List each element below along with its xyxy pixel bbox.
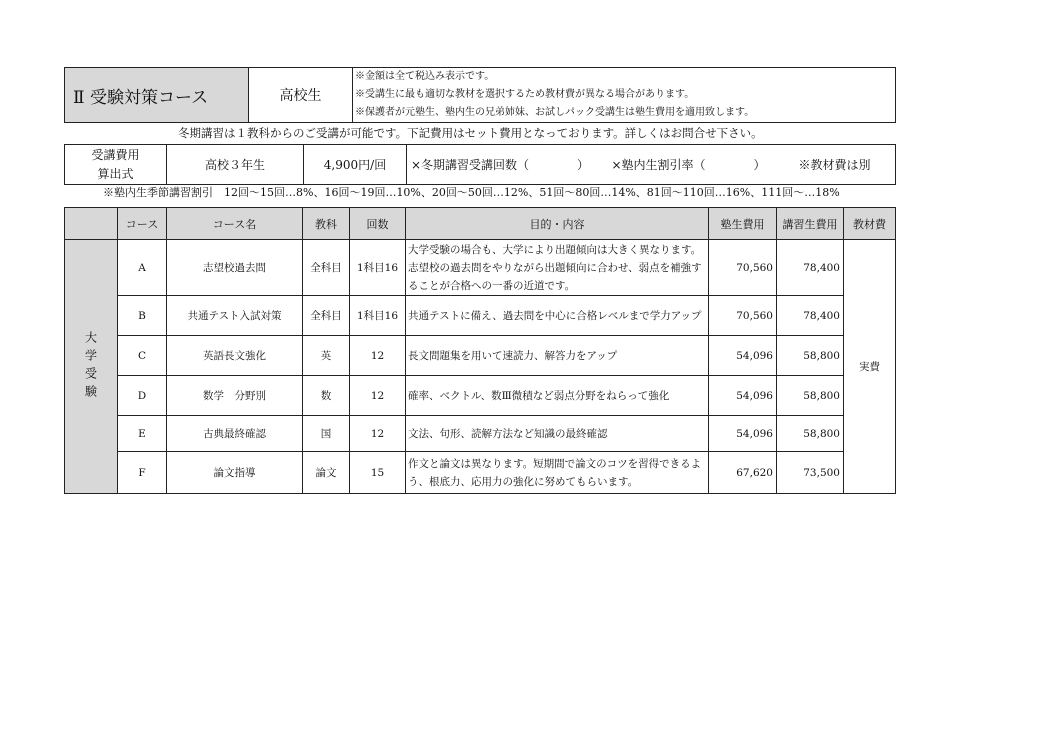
- fee-discount: ×塾内生割引率（ ）: [612, 145, 799, 185]
- table-row: [65, 416, 896, 452]
- fee-unit-price: 4,900円/回: [304, 145, 407, 185]
- course-code: C: [118, 336, 167, 376]
- guest-fee: 58,800: [777, 336, 844, 376]
- discount-note: ※塾内生季節講習割引 12回～15回…8%、16回～19回…10%、20回～50回…12%、51回～80回…14%、81回～110回…16%、111回～…18%: [103, 186, 840, 199]
- table-row: [65, 296, 896, 336]
- course-name: 古典最終確認: [167, 416, 303, 452]
- course-purpose: 作文と論文は異なります。短期間で論文のコツを習得できるよう、根底力、応用力の強化に努めてもらいます。: [406, 452, 709, 494]
- course-purpose: 確率、ベクトル、数Ⅲ微積など弱点分野をねらって強化: [406, 376, 709, 416]
- course-count: 1科目16: [350, 296, 406, 336]
- course-subject: 数: [303, 376, 350, 416]
- fee-grade: 高校３年生: [167, 145, 304, 185]
- header-blank-cell: [65, 208, 118, 240]
- guest-fee: 73,500: [777, 452, 844, 494]
- course-purpose: 長文問題集を用いて速読力、解答力をアップ: [406, 336, 709, 376]
- column-header-member-fee: 塾生費用: [709, 208, 777, 240]
- note-line: ※受講生に最も適切な教材を選択するため教材費が異なる場合があります。: [355, 89, 695, 100]
- course-code: E: [118, 416, 167, 452]
- member-fee: 67,620: [709, 452, 777, 494]
- fee-sessions: ×冬期講習受講回数（ ）: [407, 145, 612, 185]
- member-fee: 70,560: [709, 240, 777, 296]
- table-row: [65, 240, 896, 296]
- category-cell: [65, 240, 118, 494]
- course-name: 数学 分野別: [167, 376, 303, 416]
- course-table: [64, 207, 896, 494]
- course-code: F: [118, 452, 167, 494]
- intro-note: 冬期講習は１教科からのご受講が可能です。下記費用はセット費用となっております。詳しくはお問合せ下さい。: [178, 126, 763, 140]
- course-subject: 全科目: [303, 296, 350, 336]
- course-header-table: [64, 67, 896, 123]
- column-header-materials: 教材費: [844, 208, 896, 240]
- column-header-subject: 教科: [303, 208, 350, 240]
- course-count: 12: [350, 336, 406, 376]
- course-name: 英語長文強化: [167, 336, 303, 376]
- column-header-count: 回数: [350, 208, 406, 240]
- column-header-course: コース: [118, 208, 167, 240]
- column-header-course-name: コース名: [167, 208, 303, 240]
- header-notes: [353, 68, 896, 123]
- member-fee: 70,560: [709, 296, 777, 336]
- member-fee: 54,096: [709, 416, 777, 452]
- course-code: B: [118, 296, 167, 336]
- guest-fee: 58,800: [777, 376, 844, 416]
- course-title: Ⅱ 受験対策コース: [65, 68, 249, 123]
- course-subject: 英: [303, 336, 350, 376]
- column-header-purpose: 目的・内容: [406, 208, 709, 240]
- student-type: 高校生: [249, 68, 353, 123]
- course-purpose: 文法、句形、読解方法など知識の最終確認: [406, 416, 709, 452]
- course-code: D: [118, 376, 167, 416]
- course-purpose: 共通テストに備え、過去問を中心に合格レベルまで学力アップ: [406, 296, 709, 336]
- member-fee: 54,096: [709, 376, 777, 416]
- course-subject: 国: [303, 416, 350, 452]
- category-label: 大学受験: [83, 330, 98, 403]
- guest-fee: 58,800: [777, 416, 844, 452]
- course-count: 1科目16: [350, 240, 406, 296]
- guest-fee: 78,400: [777, 240, 844, 296]
- course-count: 12: [350, 416, 406, 452]
- course-name: 志望校過去問: [167, 240, 303, 296]
- course-purpose: 大学受験の場合も、大学により出題傾向は大きく異なります。志望校の過去問をやりながら出題傾向に合わせ、弱点を補強することが合格への一番の近道です。: [406, 240, 709, 296]
- column-header-guest-fee: 講習生費用: [777, 208, 844, 240]
- course-name: 共通テスト入試対策: [167, 296, 303, 336]
- fee-calc-label: 受講費用 算出式: [65, 145, 167, 185]
- note-line: ※保護者が元塾生、塾内生の兄弟姉妹、お試しパック受講生は塾生費用を適用致します。: [355, 107, 755, 118]
- course-code: A: [118, 240, 167, 296]
- fee-materials-note: ※教材費は別: [799, 145, 896, 185]
- course-subject: 全科目: [303, 240, 350, 296]
- table-row: [65, 336, 896, 376]
- course-subject: 論文: [303, 452, 350, 494]
- table-row: [65, 452, 896, 494]
- course-count: 15: [350, 452, 406, 494]
- course-name: 論文指導: [167, 452, 303, 494]
- course-count: 12: [350, 376, 406, 416]
- note-line: ※金額は全て税込み表示です。: [355, 71, 495, 82]
- member-fee: 54,096: [709, 336, 777, 376]
- materials-fee: 実費: [844, 240, 896, 494]
- guest-fee: 78,400: [777, 296, 844, 336]
- table-row: [65, 376, 896, 416]
- fee-calculation-table: [64, 144, 896, 185]
